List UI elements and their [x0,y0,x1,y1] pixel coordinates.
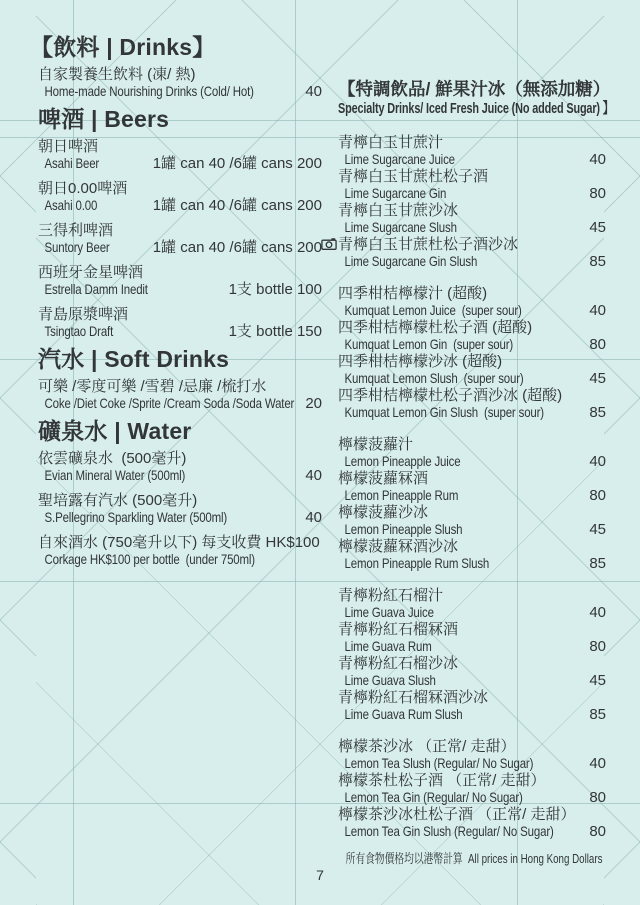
drinks-title: 【飲料 | Drinks】 [30,34,216,60]
item-name-zh: 青檸粉紅石榴沙冰 [338,655,459,672]
item-price: 20 [305,395,322,412]
menu-item [38,492,322,526]
item-price: 45 [589,370,606,387]
item-price: 40 [305,467,322,484]
item-name-en: Lime Guava Juice [344,604,434,620]
menu-item [338,621,606,655]
item-price: 40 [305,83,322,100]
item-name-zh: 檸檬菠蘿沙冰 [338,504,429,521]
menu-item [338,134,606,168]
menu-item [338,470,606,504]
menu-item [38,378,322,412]
menu-item [338,504,606,538]
camera-icon [321,238,337,250]
item-name-zh: 青檸白玉甘蔗汁 [338,134,444,151]
item-price: 1罐 can 40 /6罐 cans 200 [152,239,322,256]
item-name-en: Lemon Pineapple Rum Slush [344,555,490,571]
menu-item [338,436,606,470]
item-name-en: Lime Sugarcane Slush [344,219,457,235]
menu-item [38,138,322,172]
item-name-zh: 四季柑桔檸檬汁 (超酸) [338,285,488,302]
item-name-en: S.Pellegrino Sparkling Water (500ml) [44,509,228,525]
menu-item [338,236,606,270]
footer-note-zh: 所有食物價格均以港幣計算 [345,851,463,866]
menu-item [338,285,606,319]
item-price: 80 [589,789,606,806]
item-price: 80 [589,487,606,504]
item-name-en: Lemon Tea Gin (Regular/ No Sugar) [344,789,523,805]
item-price: 80 [589,185,606,202]
specialty-group [338,134,606,270]
item-price: 40 [589,604,606,621]
specialty-groups [338,134,606,840]
specialty-column [338,78,614,855]
item-price: 40 [305,509,322,526]
item-price: 80 [589,823,606,840]
menu-item [38,450,322,484]
drinks-column [30,32,322,576]
menu-item [38,66,322,100]
item-name-zh: 三得利啤酒 [38,222,114,239]
menu-item [338,202,606,236]
menu-item [338,168,606,202]
item-name-en: Kumquat Lemon Juice (super sour) [344,302,522,318]
item-price: 80 [589,336,606,353]
item-name-zh: 四季柑桔檸檬沙冰 (超酸) [338,353,503,370]
item-name-en: Lemon Pineapple Slush [344,521,463,537]
item-price: 40 [589,151,606,168]
item-name-zh: 檸檬茶杜松子酒 （正常/ 走甜） [338,772,546,789]
menu-item [38,306,322,340]
item-price: 40 [589,453,606,470]
item-name-zh: 青檸白玉甘蔗杜松子酒 [338,168,489,185]
drinks-top-items [38,66,322,100]
menu-item [38,264,322,298]
item-price: 80 [589,638,606,655]
item-name-en: Lime Sugarcane Gin [344,185,447,201]
item-name-zh: 檸檬菠蘿汁 [338,436,414,453]
item-name-zh: 青檸粉紅石榴冧酒 [338,621,459,638]
item-name-zh: 西班牙金星啤酒 [38,264,144,281]
item-price: 1支 bottle 150 [228,323,322,340]
menu-item [338,353,606,387]
item-price: 40 [589,755,606,772]
item-price: 40 [589,302,606,319]
item-name-zh: 檸檬菠蘿冧酒 [338,470,429,487]
item-name-en: Coke /Diet Coke /Sprite /Cream Soda /Soda Water [44,395,295,411]
item-name-en: Asahi 0.00 [44,197,98,213]
item-price: 1罐 can 40 /6罐 cans 200 [152,197,322,214]
menu-item [338,738,606,772]
item-price: 45 [589,219,606,236]
item-price: 1支 bottle 100 [228,281,322,298]
specialty-group [338,738,606,840]
page-number: 7 [316,867,324,883]
drinks-sections [38,104,322,568]
specialty-group [338,436,606,572]
menu-item [338,806,606,840]
section-heading: 礦泉水 | Water [38,418,192,444]
menu-item [38,180,322,214]
item-name-en: Corkage HK$100 per bottle (under 750ml) [44,551,255,567]
item-price: 45 [589,672,606,689]
item-name-en: Suntory Beer [44,239,110,255]
item-name-en: Lemon Tea Slush (Regular/ No Sugar) [344,755,534,771]
item-name-en: Lime Guava Rum Slush [344,706,463,722]
specialty-title-zh: 【特調飲品/ 鮮果汁冰（無添加糖） [338,79,611,99]
footer-note-en: All prices in Hong Kong Dollars [467,851,602,866]
item-price: 85 [589,706,606,723]
menu-item [338,587,606,621]
item-name-zh: 青島原漿啤酒 [38,306,129,323]
item-name-zh: 可樂 /零度可樂 /雪碧 /忌廉 /梳打水 [38,378,267,395]
item-name-en: Kumquat Lemon Slush (super sour) [344,370,524,386]
item-name-zh: 四季柑桔檸檬杜松子酒沙冰 (超酸) [338,387,563,404]
item-price: 1罐 can 40 /6罐 cans 200 [152,155,322,172]
menu-item [338,538,606,572]
menu-item [338,387,606,421]
section-heading: 啤酒 | Beers [38,106,170,132]
item-price: 85 [589,555,606,572]
item-name-en: Estrella Damm Inedit [44,281,148,297]
item-name-en: Lemon Pineapple Rum [344,487,459,503]
item-name-zh: 朝日0.00啤酒 [38,180,128,197]
item-name-en: Asahi Beer [44,155,100,171]
item-name-zh: 青檸粉紅石榴冧酒沙冰 [338,689,489,706]
menu-item [38,222,322,256]
item-name-en: Home-made Nourishing Drinks (Cold/ Hot) [44,83,254,99]
item-name-zh: 朝日啤酒 [38,138,99,155]
item-name-en: Kumquat Lemon Gin (super sour) [344,336,514,352]
specialty-title-en: Specialty Drinks/ Iced Fresh Juice (No added Sugar) 】 [338,101,614,117]
item-name-en: Lime Sugarcane Gin Slush [344,253,478,269]
menu-item [338,772,606,806]
item-name-zh: 聖培露有汽水 (500毫升) [38,492,198,509]
item-name-zh: 四季柑桔檸檬杜松子酒 (超酸) [338,319,533,336]
item-name-zh: 青檸粉紅石榴汁 [338,587,444,604]
footer-note [345,851,602,867]
item-name-en: Evian Mineral Water (500ml) [44,467,186,483]
item-name-zh: 依雲礦泉水 (500毫升) [38,450,187,467]
item-name-zh: 檸檬茶沙冰杜松子酒 （正常/ 走甜） [338,806,576,823]
item-name-en: Kumquat Lemon Gin Slush (super sour) [344,404,544,420]
item-name-zh: 自家製養生飲料 (凍/ 熱) [38,66,196,83]
item-price: 85 [589,404,606,421]
item-name-zh [338,236,606,253]
menu-item [338,689,606,723]
item-name-zh-text: 青檸白玉甘蔗杜松子酒沙冰 [338,236,519,253]
item-name-en: Lemon Pineapple Juice [344,453,461,469]
menu-item [338,319,606,353]
item-price: 85 [589,253,606,270]
item-name-zh: 青檸白玉甘蔗沙冰 [338,202,459,219]
item-name-zh: 自來酒水 (750毫升以下) 每支收費 HK$100 [38,534,320,551]
item-name-en: Tsingtao Draft [44,323,114,339]
specialty-group [338,587,606,723]
menu-item [338,655,606,689]
footer-note-gap [462,851,467,866]
item-name-en: Lime Sugarcane Juice [344,151,455,167]
item-name-en: Lime Guava Slush [344,672,436,688]
item-price: 45 [589,521,606,538]
item-name-zh: 檸檬菠蘿冧酒沙冰 [338,538,459,555]
section-heading: 汽水 | Soft Drinks [38,346,230,372]
item-name-en: Lemon Tea Gin Slush (Regular/ No Sugar) [344,823,554,839]
specialty-group [338,285,606,421]
item-name-en: Lime Guava Rum [344,638,432,654]
menu-item [38,534,322,568]
item-name-zh: 檸檬茶沙冰 （正常/ 走甜） [338,738,516,755]
